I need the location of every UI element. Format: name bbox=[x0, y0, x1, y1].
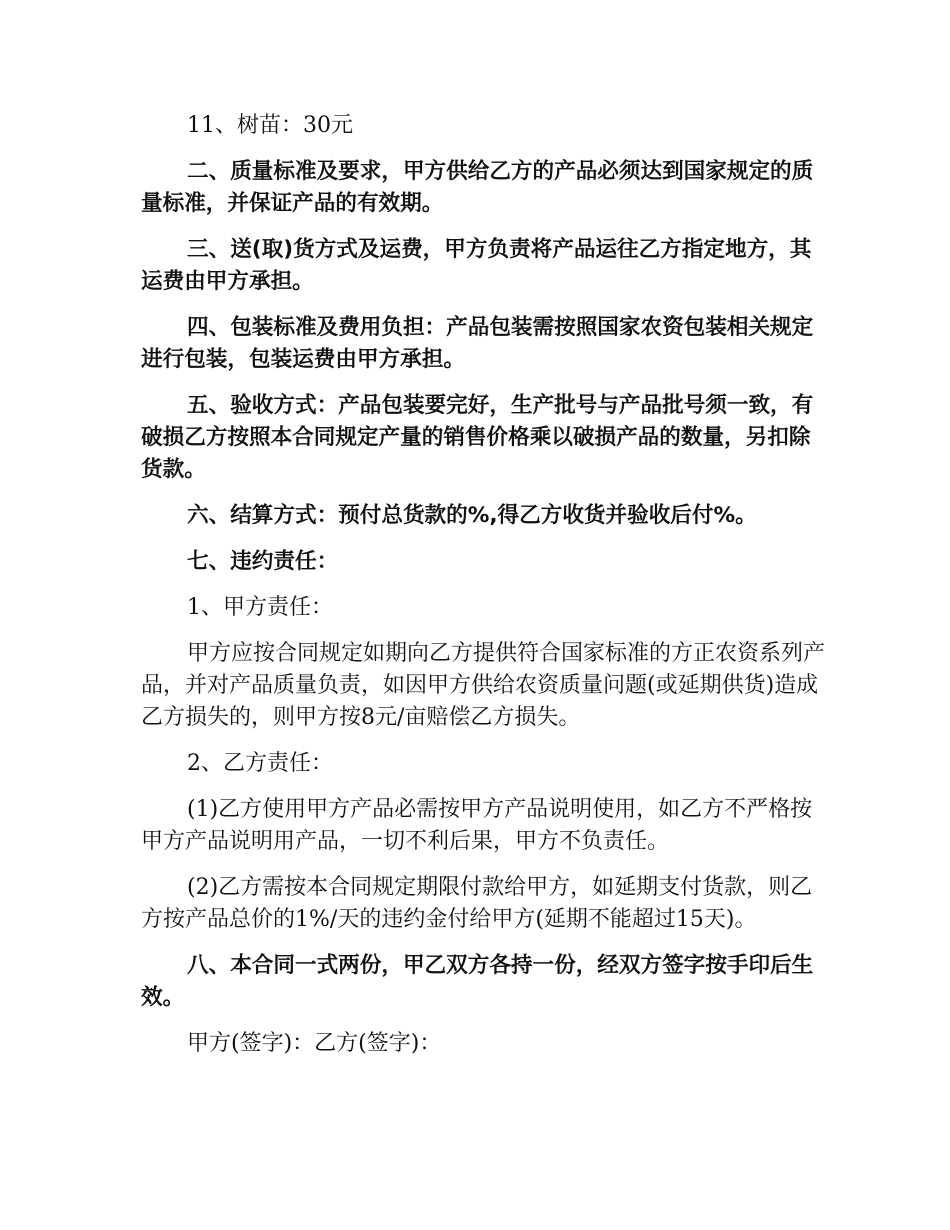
party-b-liability-item-1: (1)乙方使用甲方产品必需按甲方产品说明使用，如乙方不严格按甲方产品说明用产品，一切不利后果，甲方不负责任。 bbox=[141, 797, 813, 854]
section-settlement: 六、结算方式：预付总货款的%,得乙方收货并验收后付%。 bbox=[187, 503, 757, 528]
section-delivery-freight: 三、送(取)货方式及运费，甲方负责将产品运往乙方指定地方，其运费由甲方承担。 bbox=[141, 237, 812, 294]
section-quality-standard: 二、质量标准及要求，甲方供给乙方的产品必须达到国家规定的质量标准，并保证产品的有效期。 bbox=[141, 159, 814, 216]
section-copies-effect: 八、本合同一式两份，甲乙双方各持一份，经双方签字按手印后生效。 bbox=[141, 953, 814, 1010]
party-b-liability-item-2: (2)乙方需按本合同规定期限付款给甲方，如延期支付货款，则乙方按产品总价的1%/天的违约金付给甲方(延期不能超过15天)。 bbox=[141, 875, 813, 932]
document-page bbox=[141, 110, 827, 1074]
section-packaging: 四、包装标准及费用负担：产品包装需按照国家农资包装相关规定进行包装，包装运费由甲方承担。 bbox=[141, 315, 814, 372]
party-a-liability-heading: 1、甲方责任： bbox=[187, 595, 333, 620]
item-saplings-price: 11、树苗：30元 bbox=[187, 113, 353, 138]
section-liability-heading: 七、违约责任： bbox=[187, 549, 339, 574]
section-acceptance: 五、验收方式：产品包装要完好，生产批号与产品批号须一致，有破损乙方按照本合同规定产量的销售价格乘以破损产品的数量，另扣除货款。 bbox=[141, 393, 814, 482]
party-a-liability-text: 甲方应按合同规定如期向乙方提供符合国家标准的方正农资系列产品，并对产品质量负责，如因甲方供给农资质量问题(或延期供货)造成乙方损失的，则甲方按8元/亩赔偿乙方损失。 bbox=[141, 641, 826, 730]
party-b-liability-heading: 2、乙方责任： bbox=[187, 751, 333, 776]
signature-line: 甲方(签字)：乙方(签字)： bbox=[187, 1031, 442, 1056]
